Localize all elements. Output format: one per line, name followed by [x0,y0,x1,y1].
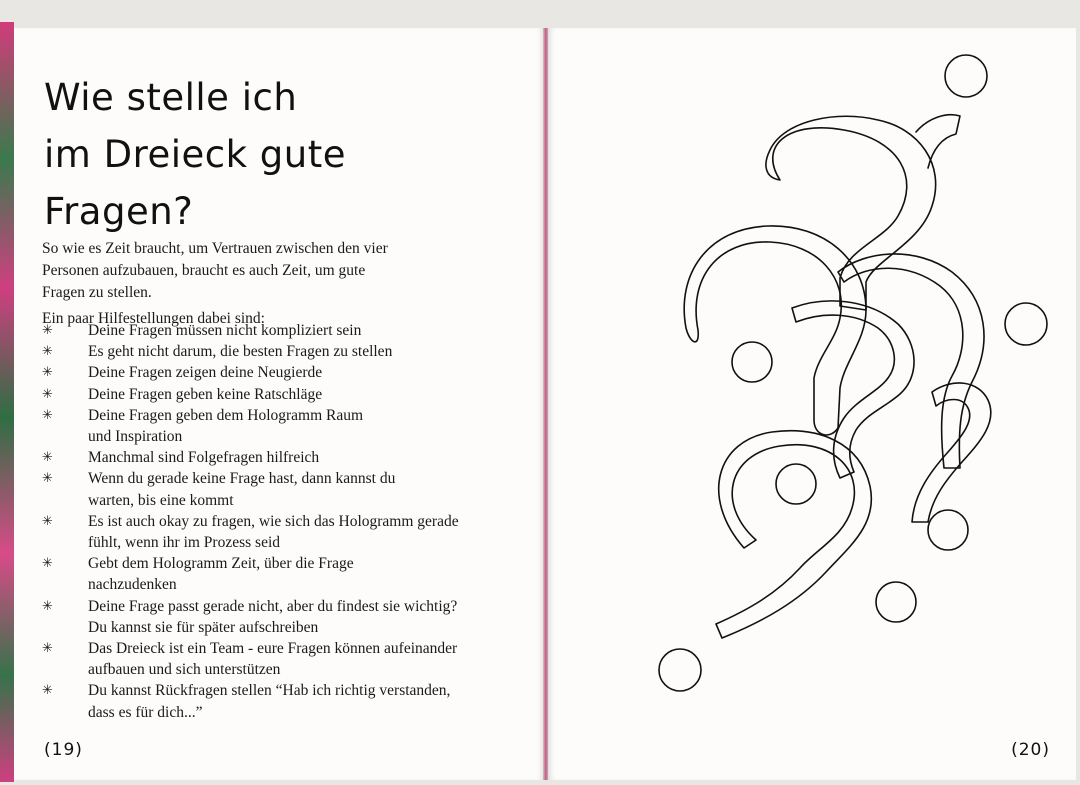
list-item [42,362,462,383]
list-item-text: Gebt dem Hologramm Zeit, über die Frage nachzudenken [88,555,354,594]
asterisk-bullet-icon: ✳ [42,513,53,529]
list-item [42,596,478,638]
list-intro: Ein paar Hilfestellungen dabei sind: [42,309,265,327]
list-item-text: Das Dreieck ist ein Team - eure Fragen können aufeinander aufbauen und sich unterstützen [88,640,458,679]
title-line-1: Wie stelle ich [44,75,298,119]
asterisk-bullet-icon: ✳ [42,407,53,423]
left-page [14,28,544,780]
asterisk-bullet-icon: ✳ [42,641,53,657]
list-item-text: Deine Fragen geben keine Ratschläge [88,385,323,403]
title-line-2: im Dreieck gute [44,132,347,176]
circle-shape [1005,303,1047,345]
question-mark-shape [684,226,866,435]
circle-shape [876,582,916,622]
asterisk-bullet-icon: ✳ [42,344,53,360]
asterisk-bullet-icon: ✳ [42,323,53,338]
asterisk-bullet-icon: ✳ [42,471,53,487]
tips-list [42,320,462,723]
list-item [42,638,463,680]
question-mark-shape [912,383,991,522]
circle-shape [732,342,772,382]
question-mark-shape [716,431,871,638]
list-item-text: Deine Fragen geben dem Hologramm Raum und Inspiration [88,406,364,446]
list-item-text: Deine Fragen zeigen deine Neugierde [88,364,323,382]
question-marks-illustration-icon [548,28,1076,780]
list-item-text: Es ist auch okay zu fragen, wie sich das Hologramm gerade fühlt, wenn ihr im Prozess seid [88,512,459,552]
question-mark-shape [916,115,960,168]
right-page [548,28,1076,780]
list-item [42,468,413,510]
intro-paragraph: So wie es Zeit braucht, um Vertrauen zwischen den vier Personen aufzubauen, braucht es auch Zeit, um gute Fragen zu stellen. [42,239,388,301]
list-item-text: Du kannst Rückfragen stellen “Hab ich richtig verstanden, dass es für dich...” [88,682,451,721]
page-number-left: (19) [44,740,83,760]
list-item-text: Deine Fragen müssen nicht kompliziert sein [88,322,362,339]
page-title [44,69,524,240]
list-item [42,320,462,341]
circle-shape [928,510,968,550]
circle-shape [659,649,701,691]
title-line-3: Fragen? [44,189,194,233]
page-edge-stripe [0,22,14,782]
asterisk-bullet-icon: ✳ [42,365,53,381]
list-item [42,405,388,447]
page-number-right: (20) [1011,740,1050,760]
list-item [42,680,453,722]
list-item-text: Manchmal sind Folgefragen hilfreich [88,449,320,467]
list-item [42,341,462,362]
circle-shape [776,464,816,504]
list-item [42,553,438,595]
list-item-text: Wenn du gerade keine Frage hast, dann kannst du warten, bis eine kommt [88,470,396,509]
question-mark-shape [766,116,936,310]
circle-shape [945,55,987,97]
list-item [42,447,462,468]
list-item-text: Deine Frage passt gerade nicht, aber du findest sie wichtig? Du kannst sie für später aufschreiben [88,597,458,636]
asterisk-bullet-icon: ✳ [42,556,53,572]
question-mark-shape [792,301,914,478]
list-item-text: Es geht nicht darum, die besten Fragen zu stellen [88,343,393,361]
asterisk-bullet-icon: ✳ [42,598,53,614]
asterisk-bullet-icon: ✳ [42,683,53,699]
asterisk-bullet-icon: ✳ [42,450,53,466]
list-item [42,511,488,553]
list-item [42,384,462,405]
asterisk-bullet-icon: ✳ [42,386,53,402]
